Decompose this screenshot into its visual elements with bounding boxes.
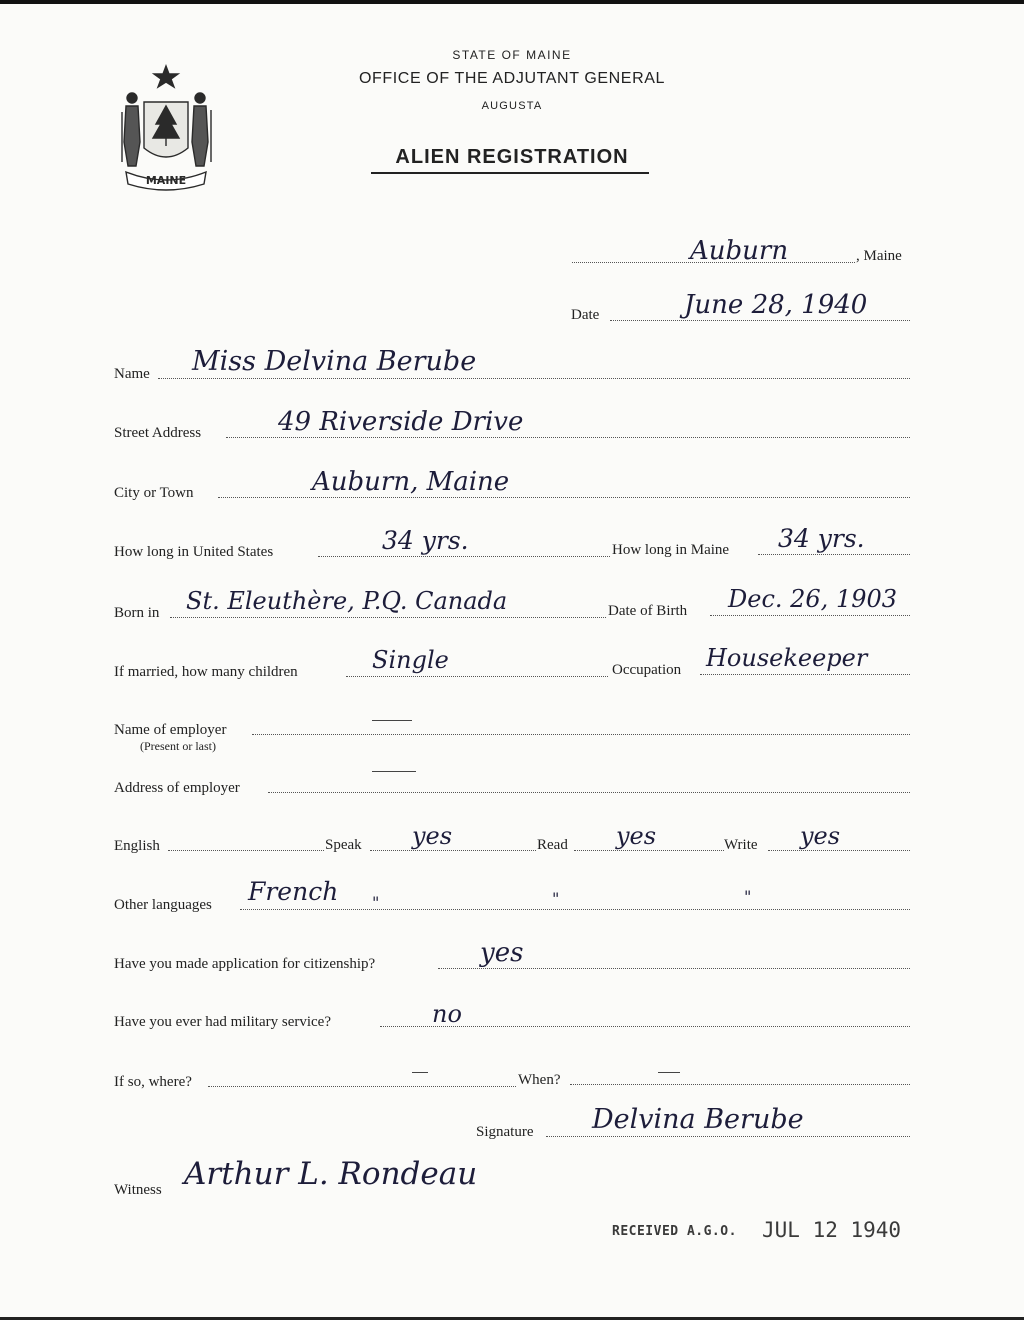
read-line bbox=[574, 850, 724, 851]
read-label: Read bbox=[537, 837, 568, 853]
city-heading: AUGUSTA bbox=[481, 100, 543, 112]
military-label: Have you ever had military service? bbox=[114, 1014, 331, 1030]
occupation-line bbox=[700, 674, 910, 675]
citizenship-value: yes bbox=[480, 938, 524, 968]
witness-value: Arthur L. Rondeau bbox=[184, 1156, 478, 1192]
speak-line bbox=[370, 850, 536, 851]
city-value: Auburn, Maine bbox=[312, 467, 510, 497]
received-stamp: RECEIVED A.G.O. bbox=[612, 1224, 737, 1239]
employer-address-label: Address of employer bbox=[114, 780, 240, 796]
employer-address-value bbox=[372, 759, 386, 775]
how-long-us-value: 34 yrs. bbox=[382, 526, 469, 555]
where-line bbox=[208, 1086, 516, 1087]
date-line bbox=[610, 320, 910, 321]
name-value: Miss Delvina Berube bbox=[192, 346, 477, 377]
children-line bbox=[346, 676, 608, 677]
employer-address-line bbox=[268, 792, 910, 793]
write-value: yes bbox=[800, 822, 841, 850]
born-in-value: St. Eleuthère, P.Q. Canada bbox=[186, 587, 508, 615]
ditto-mark-2: " bbox=[552, 889, 560, 908]
how-long-us-label: How long in United States bbox=[114, 544, 274, 560]
occupation-label: Occupation bbox=[612, 662, 682, 678]
citizenship-line bbox=[438, 968, 910, 969]
children-value: Single bbox=[372, 646, 449, 674]
born-in-label: Born in bbox=[114, 605, 160, 621]
where-label: If so, where? bbox=[114, 1074, 192, 1090]
read-value: yes bbox=[616, 822, 657, 850]
employer-name-label: Name of employer bbox=[114, 722, 227, 738]
date-value: June 28, 1940 bbox=[684, 290, 868, 320]
title-underline bbox=[371, 172, 649, 174]
signature-line bbox=[546, 1136, 910, 1137]
top-border bbox=[0, 0, 1024, 4]
date-of-birth-value: Dec. 26, 1903 bbox=[728, 585, 898, 613]
when-label: When? bbox=[518, 1072, 561, 1088]
citizenship-label: Have you made application for citizenship? bbox=[114, 956, 376, 972]
speak-value: yes bbox=[412, 822, 453, 850]
other-languages-line bbox=[240, 909, 910, 910]
born-in-line bbox=[170, 617, 606, 618]
street-address-label: Street Address bbox=[114, 425, 202, 441]
how-long-us-line bbox=[318, 556, 610, 557]
speak-label: Speak bbox=[325, 837, 362, 853]
write-line bbox=[768, 850, 910, 851]
ditto-mark-1: " bbox=[372, 893, 380, 912]
how-long-maine-label: How long in Maine bbox=[612, 542, 730, 558]
signature-value: Delvina Berube bbox=[592, 1104, 804, 1135]
city-line bbox=[218, 497, 910, 498]
employer-name-line bbox=[252, 734, 910, 735]
english-line bbox=[168, 850, 324, 851]
military-value: no bbox=[432, 1000, 462, 1028]
when-value bbox=[658, 1060, 670, 1074]
date-label: Date bbox=[571, 307, 600, 323]
signature-label: Signature bbox=[476, 1124, 534, 1140]
how-long-maine-line bbox=[758, 554, 910, 555]
other-languages-label: Other languages bbox=[114, 897, 212, 913]
street-address-value: 49 Riverside Drive bbox=[278, 407, 524, 437]
occupation-value: Housekeeper bbox=[706, 644, 868, 672]
ditto-mark-3: " bbox=[744, 887, 752, 906]
witness-label: Witness bbox=[114, 1182, 162, 1198]
office-heading: OFFICE OF THE ADJUTANT GENERAL bbox=[358, 70, 666, 87]
received-stamp-date: JUL 12 1940 bbox=[762, 1218, 902, 1242]
other-languages-value: French bbox=[248, 877, 339, 906]
write-label: Write bbox=[724, 837, 758, 853]
maine-label: , Maine bbox=[856, 248, 902, 264]
town-value: Auburn bbox=[690, 236, 789, 266]
form-title: ALIEN REGISTRATION bbox=[395, 146, 629, 168]
date-of-birth-label: Date of Birth bbox=[608, 603, 688, 619]
how-long-maine-value: 34 yrs. bbox=[778, 524, 865, 553]
english-label: English bbox=[114, 838, 160, 854]
date-of-birth-line bbox=[710, 615, 910, 616]
employer-name-value bbox=[372, 708, 386, 724]
when-line bbox=[570, 1084, 910, 1085]
where-value bbox=[412, 1060, 424, 1074]
city-label: City or Town bbox=[114, 485, 194, 501]
street-address-line bbox=[226, 437, 910, 438]
name-line bbox=[158, 378, 910, 379]
children-label: If married, how many children bbox=[114, 664, 298, 680]
name-label: Name bbox=[114, 366, 150, 382]
seal-banner-text: MAINE bbox=[145, 174, 187, 187]
employer-name-sublabel: (Present or last) bbox=[140, 739, 216, 753]
state-heading: STATE OF MAINE bbox=[452, 48, 572, 62]
